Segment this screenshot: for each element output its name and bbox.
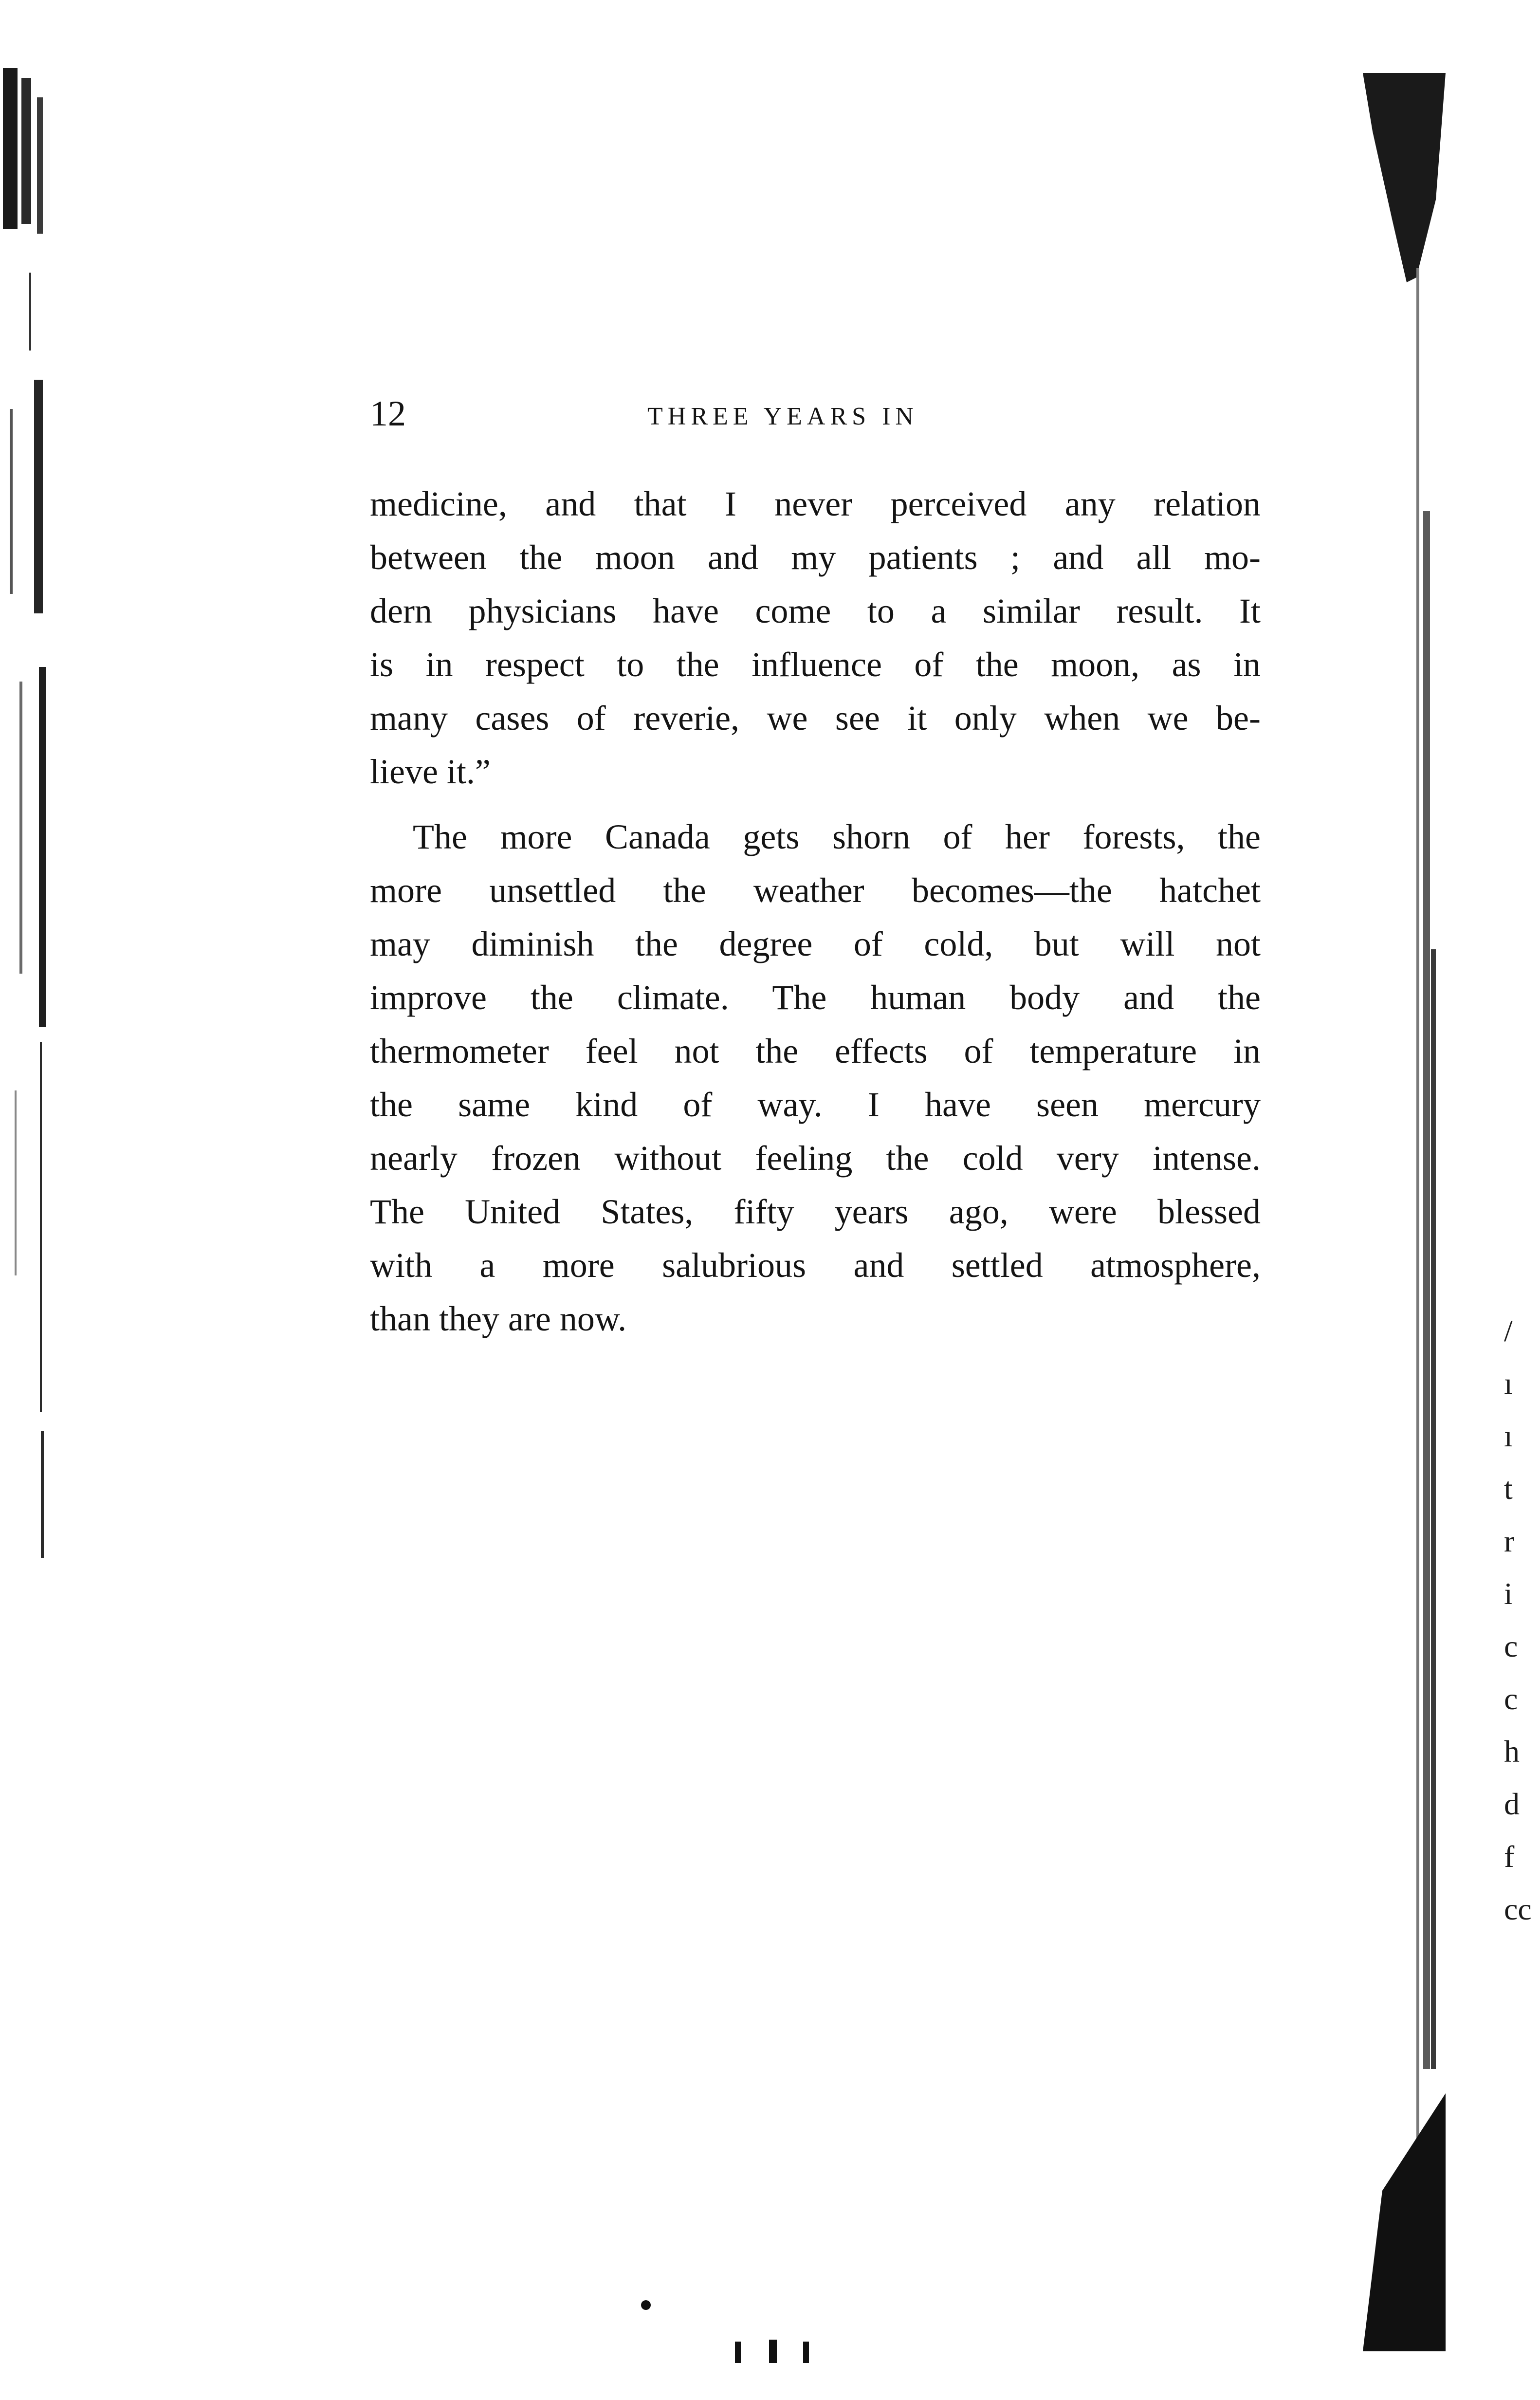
bleed-char: cc <box>1504 1892 1532 1926</box>
text-line: thermometer feel not the effects of temperature in <box>370 1032 1261 1071</box>
bleed-char: h <box>1504 1734 1520 1769</box>
binding-edge-right <box>1363 73 1450 2351</box>
bleed-char: i <box>1504 1576 1513 1611</box>
bleed-char: / <box>1504 1313 1513 1348</box>
paragraph-gap <box>370 798 1261 810</box>
bleed-char: ı <box>1504 1419 1513 1453</box>
page-number: 12 <box>370 394 406 434</box>
body-text <box>370 477 1261 1346</box>
bleed-char: d <box>1504 1787 1520 1821</box>
text-line: the same kind of way. I have seen mercury <box>370 1085 1261 1124</box>
text-line: with a more salubrious and settled atmosphere, <box>370 1246 1261 1285</box>
running-head: THREE YEARS IN <box>647 403 918 430</box>
text-line: lieve it.” <box>370 752 491 791</box>
bleed-char: c <box>1504 1629 1518 1663</box>
ink-dot <box>639 2298 653 2312</box>
bleed-char: c <box>1504 1681 1518 1716</box>
text-line: is in respect to the influence of the moon, as in <box>370 645 1261 684</box>
text-line: nearly frozen without feeling the cold very intense. <box>370 1139 1261 1178</box>
page-header <box>370 389 1261 438</box>
facing-page-bleed <box>1504 1305 1540 1936</box>
binding-edge-left <box>0 68 56 1558</box>
text-line: between the moon and my patients ; and all mo- <box>370 538 1261 577</box>
bleed-char: f <box>1504 1839 1515 1874</box>
text-line: The more Canada gets shorn of her forests, the <box>413 817 1261 856</box>
bleed-char: ı <box>1504 1366 1513 1401</box>
scan-marks-bottom <box>730 2337 818 2366</box>
text-line: dern physicians have come to a similar result. It <box>370 591 1261 630</box>
text-line: may diminish the degree of cold, but will not <box>370 924 1261 963</box>
bleed-char: t <box>1504 1471 1513 1506</box>
bleed-char: r <box>1504 1524 1515 1558</box>
text-line: many cases of reverie, we see it only when we be- <box>370 699 1261 738</box>
text-line: improve the climate. The human body and the <box>370 978 1261 1017</box>
text-line: more unsettled the weather becomes—the hatchet <box>370 871 1261 910</box>
text-line: The United States, fifty years ago, were blessed <box>370 1192 1261 1231</box>
text-line: than they are now. <box>370 1299 627 1338</box>
text-line: medicine, and that I never perceived any relation <box>370 484 1261 523</box>
